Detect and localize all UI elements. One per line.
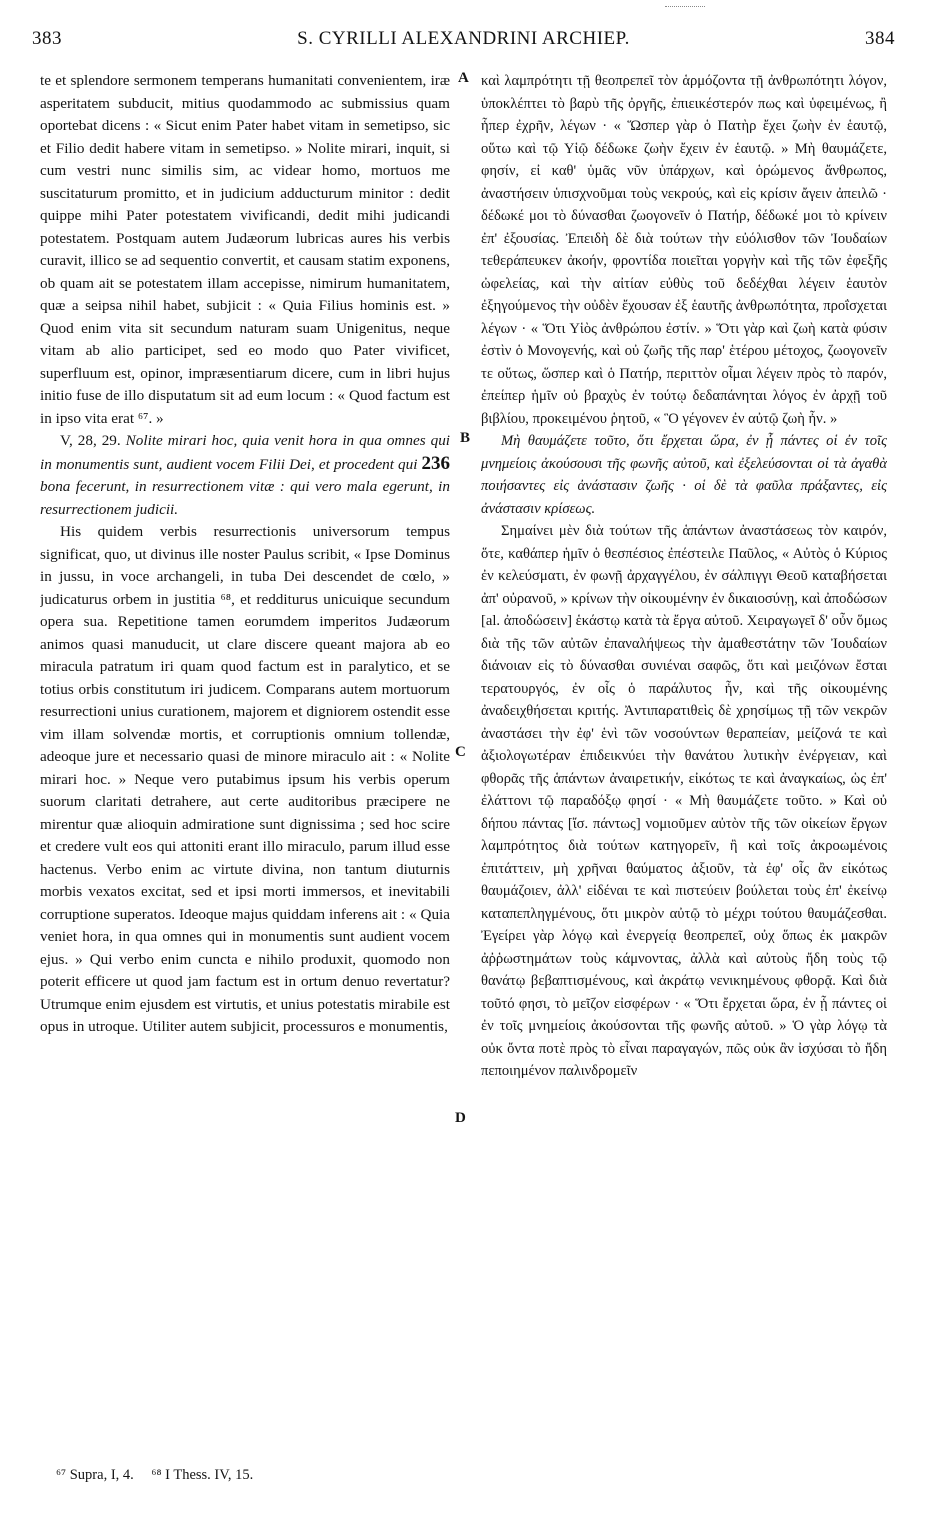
greek-column: [481, 70, 887, 1455]
footnote-68: ⁶⁸ I Thess. IV, 15.: [151, 1467, 254, 1483]
latin-column: [40, 70, 450, 1455]
page-header: [32, 28, 895, 58]
margin-marker-b: B: [460, 430, 471, 446]
greek-paragraph-1: καὶ λαμπρότητι τῇ θεοπρεπεῖ τὸν ἁρμόζοντα τῇ ἀνθρωπότητι λόγον, ὑποκλέπτει τὸ βαρὺ τῆς ὀργῆς, ἐπιεικέστερόν πως καὶ ὑφειμένως, ἢ ἧπερ ἐχρῆν, λέγων · « Ὥσπερ γὰρ ὁ Πατὴρ ἔχει ζωὴν ἐν ἑαυτῷ, οὕτω καὶ τῷ Υἱῷ δέδωκε ζωὴν ἔχειν ἐν ἑαυτῷ. » Μὴ θαυμάζετε, φησίν, εἰ καθ' ὑμᾶς νῦν ὑπάρχων, καὶ ὁρώμενος ἄνθρωπος, ἀναστήσειν ὑπισχνοῦμαι τοὺς νεκρούς, καὶ εἰς κρίσιν ἄγειν ἀπειλῶ · δέδωκέ μοι τὸ δύνασθαι ζωογονεῖν ὁ Πατήρ, δέδωκέ μοι τὸ κρίνειν ἐπ' ἐξουσίας. Ἐπειδὴ δὲ διὰ τούτων τὴν εὐόλισθον τῶν Ἰουδαίων τεθεράπευκεν ἀκοήν, φροντίδα ποιεῖται γοργὴν καὶ τῆς τῶν ἐφεξῆς ὠφελείας, καὶ τὴν αἰτίαν εὐθὺς τοῦ δεδέχθαι λέγειν ἑαυτὸν ἐξηγούμενος τὴν οὐδὲν ἔχουσαν ἐξ ἑαυτῆς ἀνθρωπότητα, προΐσχεται λέγων · « Ὅτι Υἱὸς ἀνθρώπου ἐστίν. » Ὅτι γὰρ καὶ ζωὴ κατὰ φύσιν ἐστὶν ὁ Μονογενής, καὶ οὐ ζωῆς τῆς παρ' ἑτέρου μέτοχος, ζωογονεῖν τε οὕτως, ὥσπερ καὶ ὁ Πατήρ, περιττὸν οἶμαι λέγειν πρὸς τὸ παρόν, ἐπείπερ ἡμῖν οὐ βραχὺς ἐν τούτῳ δεδαπάνηται λόγος ἐν ἀρχῇ τοῦ βιβλίου, προκειμένου ῥητοῦ, « Ὃ γέγονεν ἐν αὐτῷ ζωὴ ἦν. »: [481, 73, 887, 427]
latin-paragraph-1: te et splendore sermonem temperans humanitati convenientem, iræ asperitatem subducit, mitius quodammodo ac submissius quam oportebat dicens : « Sicut enim Pater habet vitam in semetipso, sic et Filio dedit habere vitam in semetipso. » Nolite mirari, inquit, si cum vestri nunc similis sim, ac videar homo, mortuos me suscitaturum promitto, et in judicium adducturum minitor : dedit quippe mihi Pater potestatem vivificandi, dedit mihi judicandi potestatem. Postquam autem Judæorum lubricas aures his verbis curavit, illico se ad sequentio convertit, et causam statim exponens, ob quam ait se potestatem illam accepisse, nimirum humanitatem, quæ a seipsa nihil habet, subjicit : « Quia Filius hominis est. » Quod enim vita sit secundum naturam suam Unigenitus, neque vitam ab alio participet, sed eo modo quo Pater vivificet, superfluum est, opinor, impræsentiarum dicere, cum in libri hujus initio fuse de illo disputatum sit ad eum locum : « Quod factum est in ipso vita erat ⁶⁷. »: [40, 72, 450, 427]
lemma-text-a: Nolite mirari hoc, quia venit hora in qua omnes qui in monumentis sunt, audient vocem Filii Dei, et procedent qui: [40, 432, 450, 473]
margin-marker-d: D: [455, 1110, 466, 1126]
column-page-number: 236: [421, 452, 450, 474]
greek-paragraph-2: Σημαίνει μὲν διὰ τούτων τῆς ἁπάντων ἀναστάσεως τὸν καιρόν, ὅτε, καθάπερ ἡμῖν ὁ θεσπέσιος ἐπέστειλε Παῦλος, « Αὐτὸς ὁ Κύριος ἐν κελεύσματι, ἐν φωνῇ ἀρχαγγέλου, ἐν σάλπιγγι Θεοῦ καταβήσεται ἀπ' οὐρανοῦ, » κρίνων τὴν οἰκουμένην ἐν δικαιοσύνῃ, καὶ ἀποδώσων [al. ἀποδώσειν] ἑκάστῳ κατὰ τὰ ἔργα αὐτοῦ. Χειραγωγεῖ δ' οὖν ὅμως διὰ τῆς τῶν αὐτῶν ἐπαναλήψεως τὴν ἀμαθεστάτην τῶν Ἰουδαίων διάνοιαν εἰς τὸ δύνασθαι συνιέναι σαφῶς, ὅτι καὶ μειζόνων ἔσται τερατουργός, ἐν οἷς ὁ παράλυτος ἦν, καὶ τῆς οἰκουμένης ἀναδειχθήσεται κριτής. Ἀντιπαρατιθεὶς δὲ χρησίμως τῇ τῶν νεκρῶν ἀναστάσει τὴν ἐφ' ἑνὶ τῶν νοσούντων θεραπείαν, μείζονά τε καὶ ἀξιολογωτέραν ἐπιδεικνύει τὴν θανάτου λυτικὴν ἐνέργειαν, καὶ φθορᾶς τῆς ἁπάντων ἀναιρετικήν, εἰκότως τε καὶ ἀναγκαίως, ὡς ἐπ' ἐλάττονι τῷ παραδόξῳ φησί · « Μὴ θαυμάζετε τοῦτο. » Καὶ οὐ δήπου πάντας [ἴσ. πάντως] νομιοῦμεν αὐτὸν τῆς τῶν οἰκείων ἔργων λαμπρότητος διὰ τούτων κατηγορεῖν, ἢ καὶ τοῖς ἀκροωμένοις ἐπιτάττειν, μὴ χρῆναι θαύματος ἀξιοῦν, τὰ ἐφ' οἷς ἂν εἰκότως θαυμάζοιεν, ἀλλ' εἰδέναι τε καὶ πιστεύειν βούλεται τοὺς ἐπ' ἐκείνῳ καταπεπληγμένους, ὅτι μικρὸν αὐτῷ τὸ μέχρι τούτου θαυμάζεσθαι. Ἐγείρει γὰρ λόγῳ καὶ ἐνεργείᾳ θεοπρεπεῖ, οὐχ ὅπως ἐκ μακρῶν ἀῤῥωστημάτων τοὺς κάμνοντας, ἀλλὰ καὶ αὐτοὺς ἤδη τοὺς τῷ θανάτῳ βεβαπτισμένους, καὶ ἀκράτῳ νενικημένους φθορᾷ. Καὶ διὰ τοῦτό φησι, τὸ μεῖζον εἰσφέρων · « Ὅτι ἔρχεται ὥρα, ἐν ᾗ πάντες οἱ ἐν τοῖς μνημείοις ἀκούσονται τῆς φωνῆς αὐτοῦ. » Ὁ γὰρ λόγῳ τὰ οὐκ ὄντα ποτὲ πρὸς τὸ εἶναι παραγαγών, πῶς οὐκ ἂν ἰσχύσαι τὸ ἤδη πεποιημένον παλινδρομεῖν: [481, 523, 887, 1079]
page-number-right: 384: [865, 28, 895, 49]
lemma-reference: V, 28, 29.: [60, 432, 121, 449]
page-number-left: 383: [32, 28, 62, 49]
latin-paragraph-2: His quidem verbis resurrectionis universorum tempus significat, quo, ut divinus ille noster Paulus scribit, « Ipse Dominus in jussu, in voce archangeli, in tuba Dei descendet de cœlo, » judicaturus orbem in justitia ⁶⁸, et redditurus unicuique secundum opera sua. Repetitione tamen eorumdem imperitos Judæorum animos quasi manuducit, ut clare discere queant majora ab eo miracula patratum iri quam quod factum est in paralytico, et se totius orbis constitutum iri judicem. Comparans autem mortuorum resurrectioni unius curationem, majorem et digniorem ostendit esse vim illam solvendæ mortis, et corruptionis omnium tollendæ, adeoque jure et necessario quasi de minore miraculo ait : « Nolite mirari hoc. » Neque vero putabimus ipsum his verbis operum suorum claritati detrahere, aut certe auditoribus præcipere ne mirentur quæ alioquin admiratione sunt dignissima ; sed hoc scire et credere vult eos qui attoniti erant illo miraculo, parum illud esse hactenus. Verbo enim ac virtute divina, non tantum diuturnis morbis vexatos excitat, sed et ipsi morti immersos, et inevitabili corruptione superatos. Ideoque majus quiddam inferens ait : « Quia veniet hora, in qua omnes qui in monumentis sunt audient vocem ejus. » Qui verbo enim cuncta e nihilo produxit, quomodo non poterit efficere ut quod jam factum est in ortum denuo revertatur? Utrumque enim ejusdem est virtutis, et unius potestatis mirabile est opus in utroque. Utiliter autem subjicit, processuros e monumentis,: [40, 523, 450, 1035]
running-title: S. CYRILLI ALEXANDRINI ARCHIEP.: [297, 28, 630, 49]
latin-lemma: [40, 430, 450, 521]
lemma-text-b: bona fecerunt, in resurrectionem vitæ : qui vero mala egerunt, in resurrectionem judicii.: [40, 478, 450, 518]
footnotes: [56, 1467, 253, 1484]
greek-lemma: Μὴ θαυμάζετε τοῦτο, ὅτι ἔρχεται ὥρα, ἐν ᾗ πάντες οἱ ἐν τοῖς μνημείοις ἀκούσουσι τῆς φωνῆς αὐτοῦ, καὶ ἐξελεύσονται οἱ τὰ ἀγαθὰ ποιήσαντες εἰς ἀνάστασιν ζωῆς · οἱ δὲ τὰ φαῦλα πράξαντες, εἰς ἀνάστασιν κρίσεως.: [481, 433, 887, 517]
scan-mark: [665, 6, 705, 9]
margin-marker-a: A: [458, 70, 469, 86]
margin-marker-c: C: [455, 744, 466, 760]
footnote-67: ⁶⁷ Supra, I, 4.: [56, 1467, 134, 1483]
